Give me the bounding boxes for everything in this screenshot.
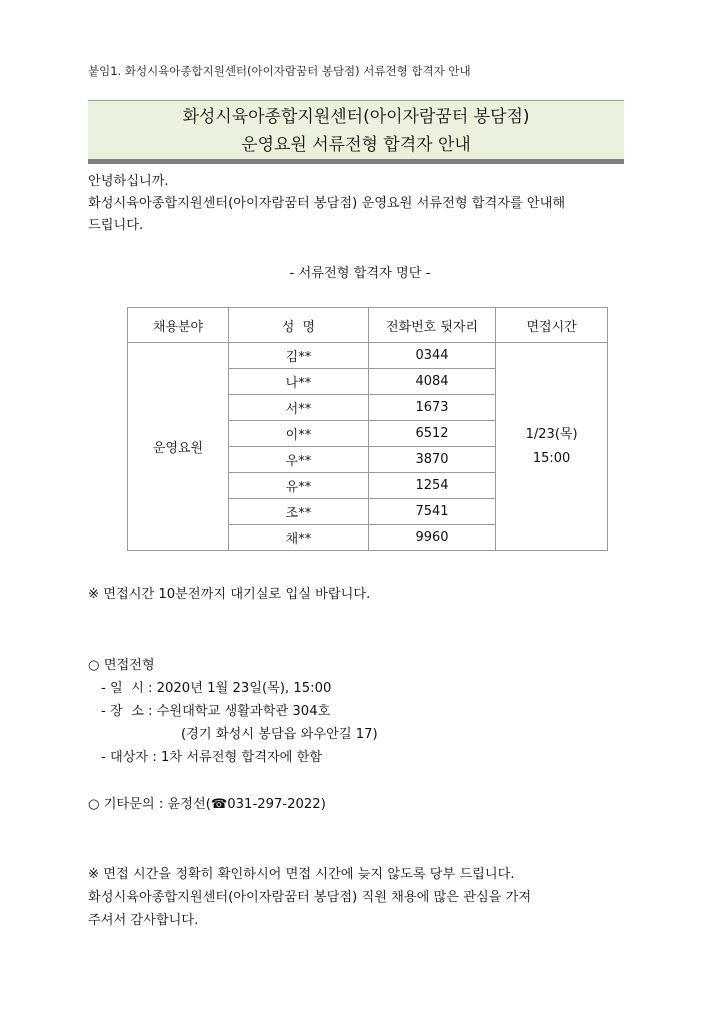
interview-heading: ○ 면접전형 bbox=[88, 658, 155, 673]
name-cell: 이** bbox=[228, 421, 368, 447]
title-line-2: 운영요원 서류전형 합격자 안내 bbox=[241, 135, 471, 155]
name-cell: 채** bbox=[228, 525, 368, 551]
name-cell: 조** bbox=[228, 499, 368, 525]
waiting-room-note: ※ 면접시간 10분전까지 대기실로 입실 바랍니다. bbox=[88, 587, 371, 602]
interview-address-line: (경기 화성시 봉담읍 와우안길 17) bbox=[181, 727, 378, 742]
header-phone: 전화번호 뒷자리 bbox=[368, 308, 495, 343]
phone-cell: 0344 bbox=[368, 343, 495, 369]
intro-paragraph bbox=[88, 171, 648, 237]
closing-line-3: 주셔서 감사합니다. bbox=[88, 913, 199, 928]
field-cell: 운영요원 bbox=[128, 343, 229, 551]
interview-date: 1/23(목) bbox=[525, 426, 578, 442]
name-cell: 서** bbox=[228, 395, 368, 421]
list-heading: - 서류전형 합격자 명단 - bbox=[289, 266, 431, 281]
name-cell: 유** bbox=[228, 473, 368, 499]
intro-line-1: 안녕하십니까. bbox=[88, 174, 169, 189]
table-row bbox=[128, 343, 608, 369]
phone-cell: 4084 bbox=[368, 369, 495, 395]
attachment-label: 붙임1. 화성시육아종합지원센터(아이자람꿈터 봉담점) 서류전형 합격자 안내 bbox=[88, 64, 471, 78]
phone-cell: 1673 bbox=[368, 395, 495, 421]
name-cell: 우** bbox=[228, 447, 368, 473]
header-interview: 면접시간 bbox=[496, 308, 608, 343]
intro-line-3: 드립니다. bbox=[88, 218, 144, 233]
intro-line-2: 화성시육아종합지원센터(아이자람꿈터 봉담점) 운영요원 서류전형 합격자를 안내해 bbox=[88, 196, 566, 211]
phone-cell: 9960 bbox=[368, 525, 495, 551]
title-box bbox=[88, 100, 624, 164]
phone-cell: 7541 bbox=[368, 499, 495, 525]
phone-cell: 6512 bbox=[368, 421, 495, 447]
phone-cell: 1254 bbox=[368, 473, 495, 499]
phone-cell: 3870 bbox=[368, 447, 495, 473]
name-cell: 김** bbox=[228, 343, 368, 369]
header-name: 성 명 bbox=[228, 308, 368, 343]
interview-hour: 15:00 bbox=[532, 450, 571, 466]
closing-line-2: 화성시육아종합지원센터(아이자람꿈터 봉담점) 직원 채용에 많은 관심을 가져 bbox=[88, 890, 532, 905]
interview-place-line: - 장 소 : 수원대학교 생활과학관 304호 bbox=[101, 704, 331, 719]
interview-target-line: - 대상자 : 1차 서류전형 합격자에 한함 bbox=[101, 750, 323, 765]
name-cell: 나** bbox=[228, 369, 368, 395]
results-table bbox=[127, 307, 608, 551]
contact-line: ○ 기타문의 : 윤정선(☎031-297-2022) bbox=[88, 797, 326, 812]
interview-date-line: - 일 시 : 2020년 1월 23일(목), 15:00 bbox=[101, 681, 332, 696]
header-field: 채용분야 bbox=[128, 308, 229, 343]
interview-time-cell bbox=[496, 343, 608, 551]
title-line-1: 화성시육아종합지원센터(아이자람꿈터 봉담점) bbox=[182, 107, 530, 127]
table-header-row bbox=[128, 308, 608, 343]
closing-line-1: ※ 면접 시간을 정확히 확인하시어 면접 시간에 늦지 않도록 당부 드립니다. bbox=[88, 867, 515, 882]
